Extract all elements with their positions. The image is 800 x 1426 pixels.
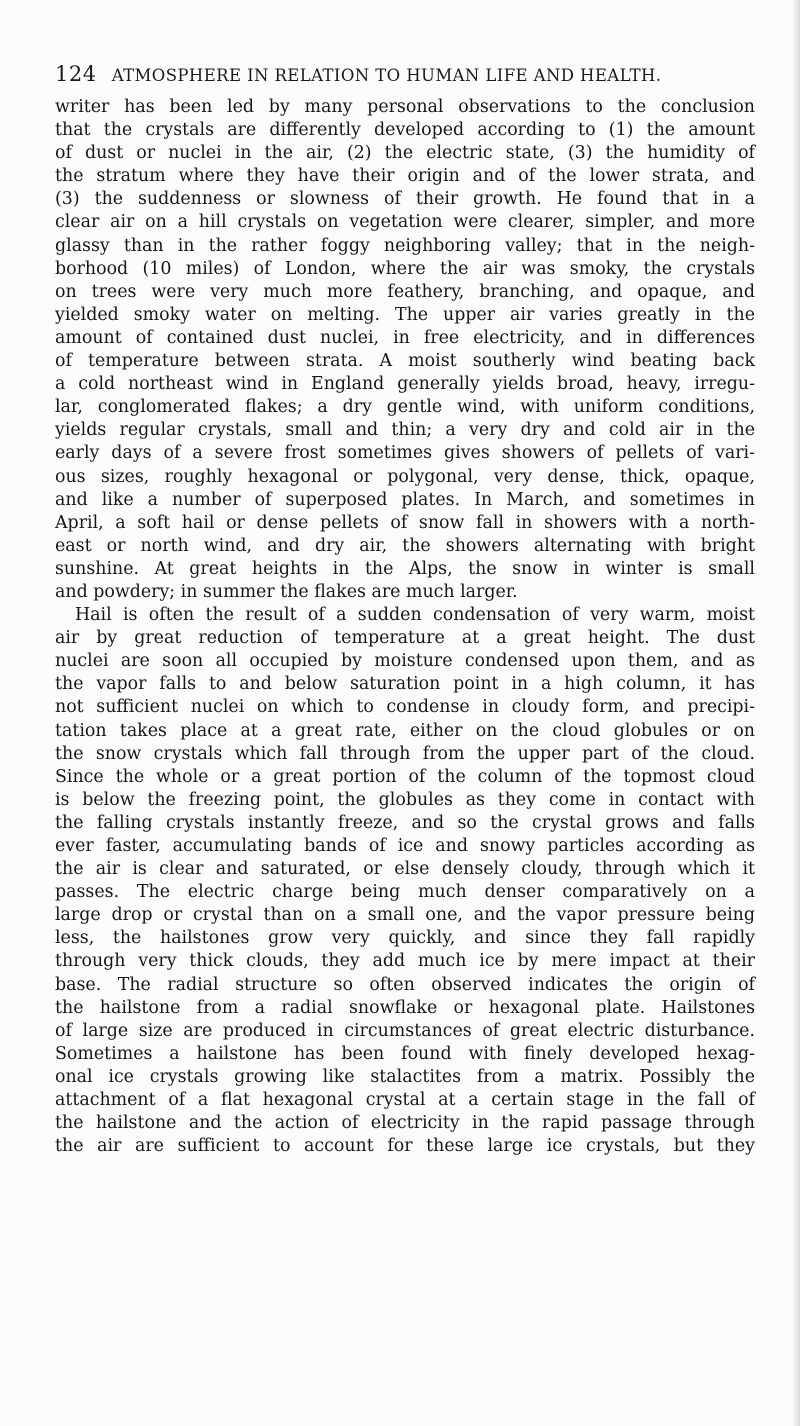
text-line: (3) the suddenness or slowness of their growth. He found that in a <box>55 189 755 210</box>
page-number: 124 <box>55 62 97 86</box>
text-line: Since the whole or a great portion of the column of the topmost cloud <box>55 766 755 787</box>
text-line: the hailstone from a radial snowflake or hexagonal plate. Hailstones <box>55 997 755 1018</box>
text-line: less, the hailstones grow very quickly, and since they fall rapidly <box>55 928 755 949</box>
text-line: tation takes place at a great rate, either on the cloud globules or on <box>55 720 755 741</box>
text-line: the falling crystals instantly freeze, and so the crystal grows and falls <box>55 812 755 833</box>
text-line: yields regular crystals, small and thin; a very dry and cold air in the <box>55 420 755 441</box>
text-line: a cold northeast wind in England generally yields broad, heavy, irregu- <box>55 374 755 395</box>
text-line: clear air on a hill crystals on vegetation were clearer, simpler, and more <box>55 212 755 233</box>
text-line: writer has been led by many personal observations to the conclusion <box>55 97 755 117</box>
running-head-title: ATMOSPHERE IN RELATION TO HUMAN LIFE AND HEALTH. <box>111 66 662 85</box>
text-line: early days of a severe frost sometimes gives showers of pellets of vari- <box>55 443 755 464</box>
text-line: of temperature between strata. A moist southerly wind beating back <box>55 351 755 372</box>
text-line: east or north wind, and dry air, the showers alternating with bright <box>55 535 755 556</box>
text-line: the vapor falls to and below saturation point in a high column, it has <box>55 674 755 695</box>
text-line: and powdery; in summer the flakes are much larger. <box>55 581 518 602</box>
text-line: the air are sufficient to account for these large ice crystals, but they <box>55 1136 755 1157</box>
text-line: Hail is often the result of a sudden condensation of very warm, moist <box>75 605 755 626</box>
text-line: the snow crystals which fall through from the upper part of the cloud. <box>55 743 755 764</box>
text-line: nuclei are soon all occupied by moisture condensed upon them, and as <box>55 651 755 672</box>
text-line: on trees were very much more feathery, branching, and opaque, and <box>55 281 755 302</box>
text-line: Sometimes a hailstone has been found with finely developed hexag- <box>55 1043 755 1064</box>
text-line: onal ice crystals growing like stalactites from a matrix. Possibly the <box>55 1066 755 1087</box>
text-line: of large size are produced in circumstances of great electric disturbance. <box>55 1020 755 1041</box>
text-line: lar, conglomerated flakes; a dry gentle wind, with uniform conditions, <box>55 397 755 418</box>
text-line: ever faster, accumulating bands of ice and snowy particles according as <box>55 836 755 856</box>
paragraph <box>55 604 755 1158</box>
text-line: the air is clear and saturated, or else densely cloudy, through which it <box>55 859 755 880</box>
text-line: ous sizes, roughly hexagonal or polygonal, very dense, thick, opaque, <box>55 466 755 487</box>
page-edge-shadow <box>792 0 800 1426</box>
text-line: yielded smoky water on melting. The upper air varies greatly in the <box>55 304 755 325</box>
text-line: attachment of a flat hexagonal crystal at a certain stage in the fall of <box>55 1090 755 1111</box>
text-line: not sufficient nuclei on which to condense in cloudy form, and precipi- <box>55 697 755 718</box>
text-line: the hailstone and the action of electricity in the rapid passage through <box>55 1113 755 1134</box>
paragraph <box>55 96 755 604</box>
text-line: amount of contained dust nuclei, in free electricity, and in differences <box>55 327 755 348</box>
text-line: passes. The electric charge being much denser comparatively on a <box>55 882 755 903</box>
text-line: base. The radial structure so often observed indicates the origin of <box>55 974 755 995</box>
text-line: through very thick clouds, they add much ice by mere impact at their <box>55 951 755 972</box>
text-line: air by great reduction of temperature at a great height. The dust <box>55 628 755 649</box>
text-line: of dust or nuclei in the air, (2) the electric state, (3) the humidity of <box>55 143 755 164</box>
text-line: and like a number of superposed plates. In March, and sometimes in <box>55 489 755 510</box>
text-line: April, a soft hail or dense pellets of snow fall in showers with a north- <box>55 512 755 533</box>
text-line: sunshine. At great heights in the Alps, the snow in winter is small <box>55 558 755 579</box>
text-line: that the crystals are differently developed according to (1) the amount <box>55 120 755 141</box>
body-text <box>55 96 755 1158</box>
text-line: is below the freezing point, the globules as they come in contact with <box>55 789 755 810</box>
text-line: the stratum where they have their origin and of the lower strata, and <box>55 166 755 187</box>
running-head <box>55 62 755 90</box>
text-line: large drop or crystal than on a small one, and the vapor pressure being <box>55 905 755 926</box>
text-line: glassy than in the rather foggy neighboring valley; that in the neigh- <box>55 235 755 256</box>
text-line: borhood (10 miles) of London, where the air was smoky, the crystals <box>55 258 755 279</box>
